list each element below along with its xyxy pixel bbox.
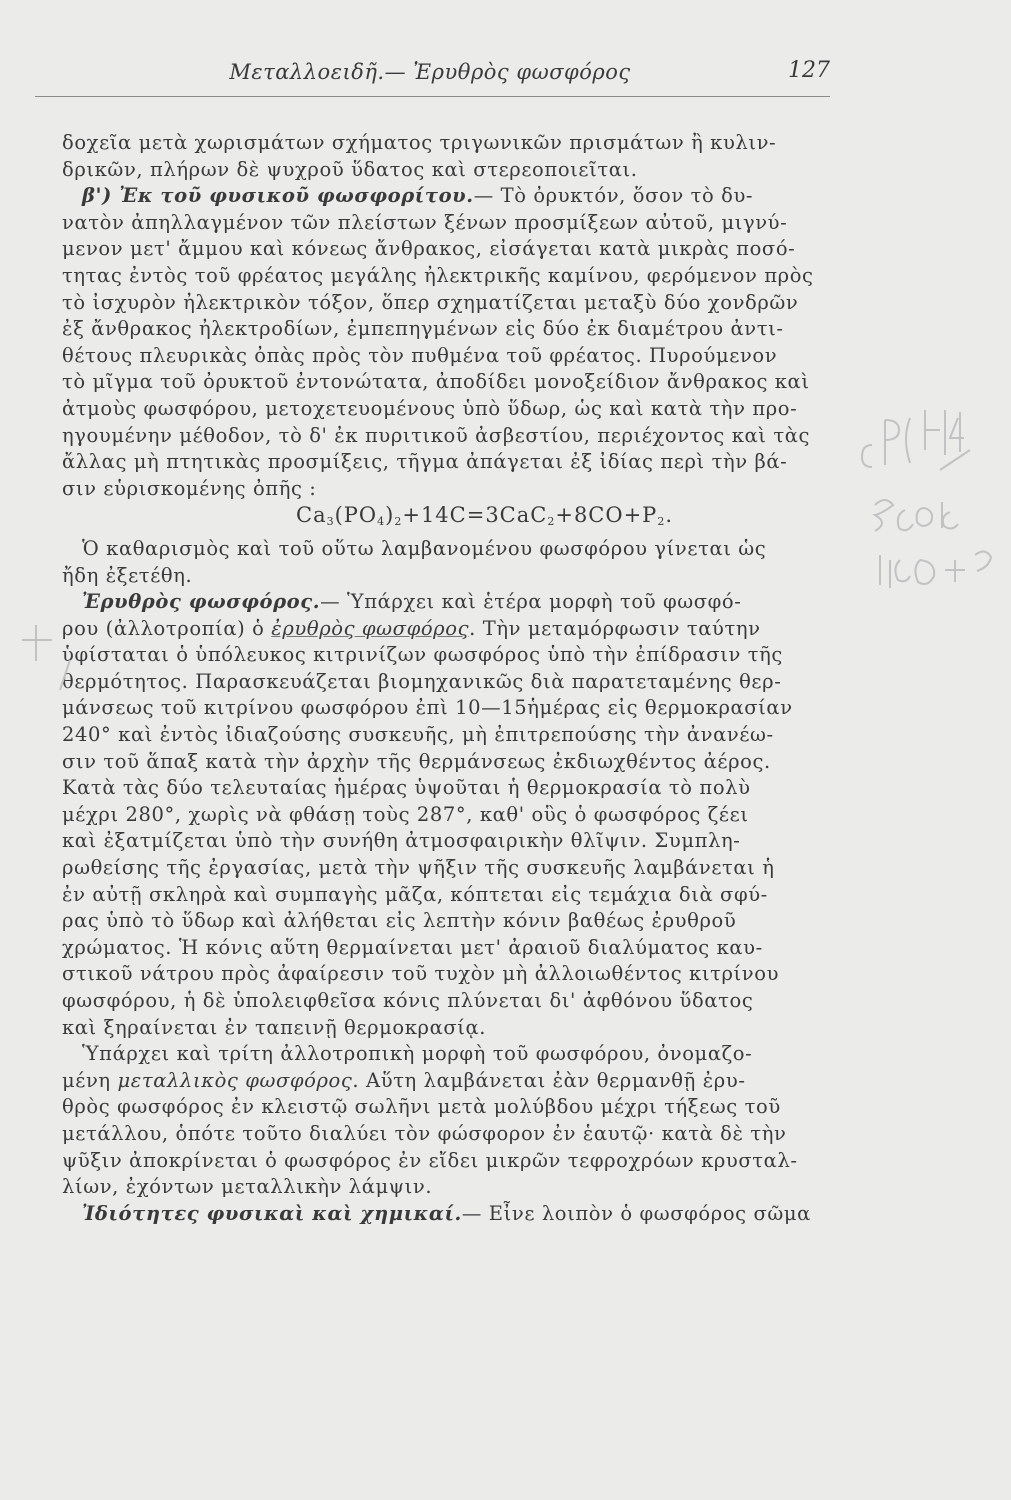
text-line: τὸ ἰσχυρὸν ἠλεκτρικὸν τόξον, ὅπερ σχηματίζεται μεταξὺ δύο χονδρῶν — [62, 290, 799, 314]
text-line: Ἰδιότητες φυσικαὶ καὶ χημικαί.— Εἶνε λοιπὸν ὁ φωσφόρος σῶμα — [82, 1201, 811, 1225]
chemical-formula: $Ca_3(PO_4)_2+14C=3CaC_2+8CO+P_2$. — [296, 503, 673, 529]
text-line: μένη μεταλλικὸς φωσφόρος. Αὕτη λαμβάνεται ἐὰν θερμανθῇ ἐρυ- — [62, 1068, 746, 1092]
text-line: σιν τοῦ ἅπαξ κατὰ τὴν ἀρχὴν τῆς θερμάνσεως ἐκδιωχθέντος ἀέρος. — [62, 749, 771, 773]
text-line: Ὁ καθαρισμὸς καὶ τοῦ οὕτω λαμβανομένου φωσφόρου γίνεται ὡς — [82, 536, 767, 560]
section-heading-red: Ἐρυθρὸς φωσφόρος. — [82, 590, 321, 614]
section-heading-properties: Ἰδιότητες φυσικαὶ καὶ χημικαί. — [82, 1201, 462, 1225]
text-line: μέχρι 280°, χωρὶς νὰ φθάσῃ τοὺς 287°, καθ' οὓς ὁ φωσφόρος ζέει — [62, 802, 749, 826]
body-text — [62, 130, 847, 1227]
text-line: ἐν αὐτῇ σκληρὰ καὶ συμπαγὴς μᾶζα, κόπτεται εἰς τεμάχια διὰ σφύ- — [62, 882, 768, 906]
text-line: ηγουμένην μέθοδον, τὸ δ' ἐκ πυριτικοῦ ἀσβεστίου, περιέχοντος καὶ τὰς — [62, 423, 811, 447]
text-line: Κατὰ τὰς δύο τελευταίας ἡμέρας ὑψοῦται ἡ θερμοκρασία τὸ πολὺ — [62, 776, 751, 800]
header-rule — [35, 96, 830, 97]
text-line: φωσφόρου, ἡ δὲ ὑπολειφθεῖσα κόνις πλύνεται δι' ἀφθόνου ὕδατος — [62, 989, 754, 1012]
text-line: δοχεῖα μετὰ χωρισμάτων σχήματος τριγωνικῶν πρισμάτων ἢ κυλιν- — [62, 131, 777, 154]
text-line: ἐξ ἄνθρακος ἠλεκτροδίων, ἐμπεπηγμένων εἰς δύο ἐκ διαμέτρου ἀντι- — [62, 317, 784, 341]
text-line: β') Ἐκ τοῦ φυσικοῦ φωσφορίτου.— Τὸ ὀρυκτόν, ὅσον τὸ δυ- — [82, 184, 754, 208]
text-line: σιν εὑρισκομένης ὀπῆς : — [62, 476, 317, 500]
section-heading-natural: β') Ἐκ τοῦ φυσικοῦ φωσφορίτου. — [82, 184, 474, 208]
text-line: λίων, ἐχόντων μεταλλικὴν λάμψιν. — [62, 1175, 433, 1199]
text-line: στικοῦ νάτρου πρὸς ἀφαίρεσιν τοῦ τυχὸν μὴ ἀλλοιωθέντος κιτρίνου — [62, 962, 780, 986]
text-line: ρας ὑπὸ τὸ ὕδωρ καὶ ἀλήθεται εἰς λεπτὴν κόνιν βαθέως ἐρυθροῦ — [62, 909, 737, 933]
text-line: τὸ μῖγμα τοῦ ὀρυκτοῦ ἐντονώτατα, ἀποδίδει μονοξείδιον ἄνθρακος καὶ — [62, 370, 810, 394]
text-line: Ὑπάρχει καὶ τρίτη ἀλλοτροπικὴ μορφὴ τοῦ φωσφόρου, ὀνομαζο- — [82, 1042, 753, 1066]
text-line: θρὸς φωσφόρος ἐν κλειστῷ σωλῆνι μετὰ μολύβδου μέχρι τήξεως τοῦ — [62, 1095, 781, 1119]
text-line: δρικῶν, πλήρων δὲ ψυχροῦ ὕδατος καὶ στερεοποιεῖται. — [62, 157, 638, 181]
term-metallic-phosphorus: μεταλλικὸς φωσφόρος — [117, 1068, 353, 1092]
text-line: νατὸν ἀπηλλαγμένον τῶν πλείστων ξένων προσμίξεων αὐτοῦ, μιγνύ- — [62, 210, 788, 234]
term-red-phosphorus: ἐρυθρὸς φωσφόρος — [271, 616, 470, 640]
page-number: 127 — [788, 58, 830, 83]
text-line: τητας ἐντὸς τοῦ φρέατος μεγάλης ἠλεκτρικῆς καμίνου, φερόμενον πρὸς — [62, 263, 814, 287]
text-line: ρωθείσης τῆς ἐργασίας, μετὰ τὴν ψῆξιν τῆς συσκευῆς λαμβάνεται ἡ — [62, 856, 775, 880]
text-line: καὶ ξηραίνεται ἐν ταπεινῇ θερμοκρασίᾳ. — [62, 1015, 487, 1039]
text-line: 240° καὶ ἐντὸς ἰδιαζούσης συσκευῆς, μὴ ἐπιτρεπούσης τὴν ἀνανέω- — [62, 723, 774, 747]
text-line: μάνσεως τοῦ κιτρίνου φωσφόρου ἐπὶ 10—15ἡμέρας εἰς θερμοκρασίαν — [62, 696, 793, 720]
text-line: μετάλλου, ὁπότε τοῦτο διαλύει τὸν φώσφορον ἐν ἑαυτῷ· κατὰ δὲ τὴν — [62, 1121, 787, 1145]
text-line: ὑφίσταται ὁ ὑπόλευκος κιτρινίζων φωσφόρος ὑπὸ τὴν ἐπίδρασιν τῆς — [62, 643, 783, 667]
text-line: χρώματος. Ἡ κόνις αὕτη θερμαίνεται μετ' ἀραιοῦ διαλύματος καυ- — [62, 935, 763, 959]
text-line: καὶ ἐξατμίζεται ὑπὸ τὴν συνήθη ἀτμοσφαιρικὴν θλῖψιν. Συμπλη- — [62, 829, 741, 853]
text-line: ἄλλας μὴ πτητικὰς προσμίξεις, τῆγμα ἀπάγεται ἐξ ἰδίας περὶ τὴν βά- — [62, 450, 788, 474]
text-line: Ἐρυθρὸς φωσφόρος.— Ὑπάρχει καὶ ἑτέρα μορφὴ τοῦ φωσφό- — [82, 590, 742, 614]
text-line: ἀτμοὺς φωσφόρου, μετοχετευομένους ὑπὸ ὕδωρ, ὡς καὶ κατὰ τὴν προ- — [62, 396, 798, 420]
text-line: μενον μετ' ἄμμου καὶ κόνεως ἄνθρακος, εἰσάγεται κατὰ μικρὰς ποσό- — [62, 237, 796, 261]
text-line: θερμότητος. Παρασκευάζεται βιομηχανικῶς διὰ παρατεταμένης θερ- — [62, 669, 782, 693]
running-header — [30, 58, 830, 94]
text-line: ἤδη ἐξετέθη. — [62, 563, 193, 587]
text-line: ψῦξιν ἀποκρίνεται ὁ φωσφόρος ἐν εἴδει μικρῶν τεφροχρόων κρυσταλ- — [62, 1148, 798, 1172]
text-line: ρου (ἀλλοτροπία) ὁ ἐρυθρὸς φωσφόρος. Τὴν μεταμόρφωσιν ταύτην — [62, 616, 761, 640]
running-title: Μεταλλοειδῆ.— Ἐρυθρὸς φωσφόρος — [229, 60, 631, 84]
text-line: θέτους πλευρικὰς ὀπὰς πρὸς τὸν πυθμένα τοῦ φρέατος. Πυρούμενον — [62, 343, 778, 367]
